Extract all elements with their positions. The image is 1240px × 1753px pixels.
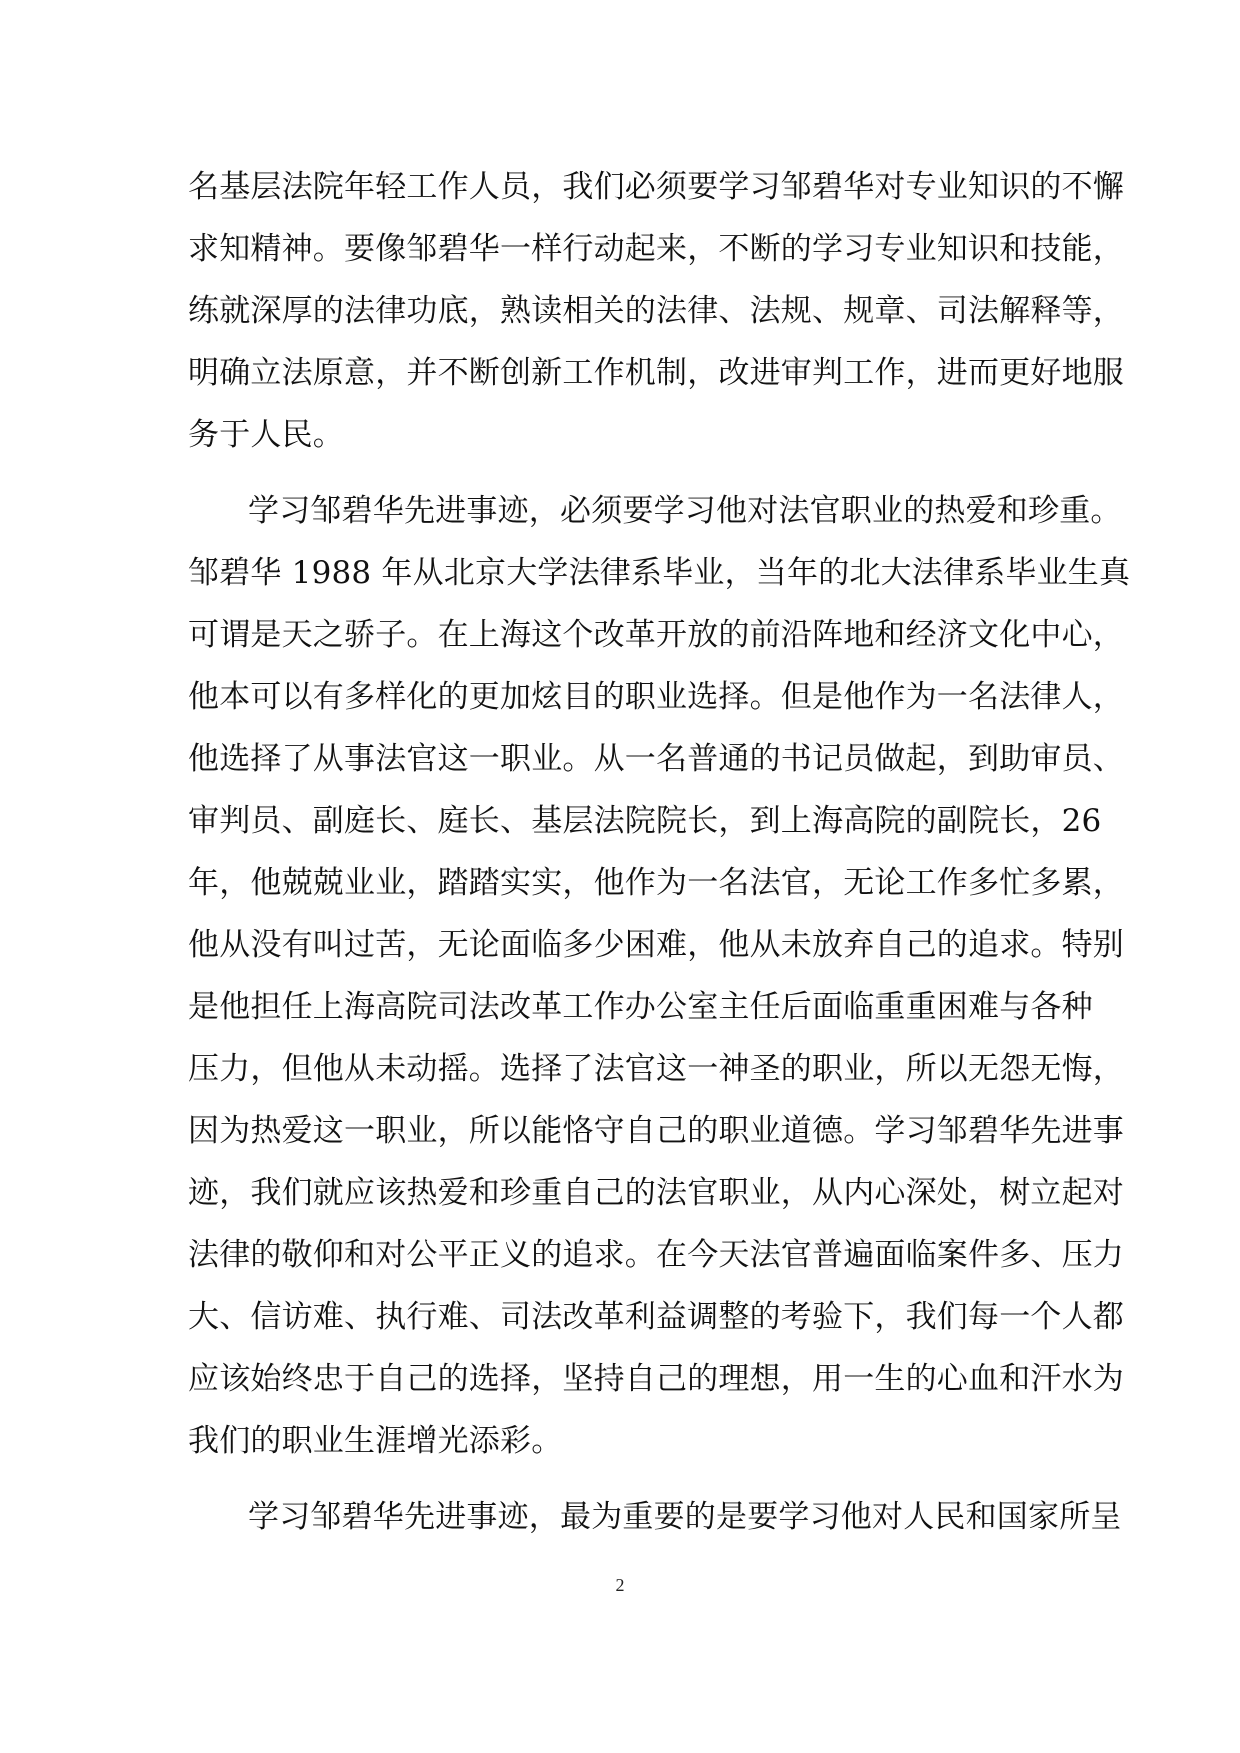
text-line: 大、信访难、执行难、司法改革利益调整的考验下，我们每一个人都 xyxy=(188,1299,1124,1335)
text-line: 压力，但他从未动摇。选择了法官这一神圣的职业，所以无怨无悔， xyxy=(188,1051,1124,1087)
text-line: 是他担任上海高院司法改革工作办公室主任后面临重重困难与各种 xyxy=(188,989,1093,1025)
text-line: 我们的职业生涯增光添彩。 xyxy=(188,1423,563,1459)
text-line: 审判员、副庭长、庭长、基层法院院长，到上海高院的副院长，26 xyxy=(188,803,1102,839)
text-line: 法律的敬仰和对公平正义的追求。在今天法官普遍面临案件多、压力 xyxy=(188,1237,1124,1273)
paragraph-first-line: 学习邹碧华先进事迹，必须要学习他对法官职业的热爱和珍重。 xyxy=(248,493,1122,529)
text-line: 名基层法院年轻工作人员，我们必须要学习邹碧华对专业知识的不懈 xyxy=(188,169,1124,205)
text-line: 练就深厚的法律功底，熟读相关的法律、法规、规章、司法解释等， xyxy=(188,293,1124,329)
page-number: 2 xyxy=(615,1575,625,1595)
text-line: 迹，我们就应该热爱和珍重自己的法官职业，从内心深处，树立起对 xyxy=(188,1175,1124,1211)
text-line: 年，他兢兢业业，踏踏实实，他作为一名法官，无论工作多忙多累， xyxy=(188,865,1124,901)
paragraph-first-line: 学习邹碧华先进事迹，最为重要的是要学习他对人民和国家所呈 xyxy=(248,1499,1122,1535)
text-line: 可谓是天之骄子。在上海这个改革开放的前沿阵地和经济文化中心， xyxy=(188,617,1124,653)
text-line: 他选择了从事法官这一职业。从一名普通的书记员做起，到助审员、 xyxy=(188,741,1124,777)
text-line: 明确立法原意，并不断创新工作机制，改进审判工作，进而更好地服 xyxy=(188,355,1124,391)
text-line: 他从没有叫过苦，无论面临多少困难，他从未放弃自己的追求。特别 xyxy=(188,927,1124,963)
text-line: 务于人民。 xyxy=(188,417,344,453)
text-line: 邹碧华 1988 年从北京大学法律系毕业，当年的北大法律系毕业生真 xyxy=(188,555,1131,591)
text-line: 应该始终忠于自己的选择，坚持自己的理想，用一生的心血和汗水为 xyxy=(188,1361,1124,1397)
text-line: 因为热爱这一职业，所以能恪守自己的职业道德。学习邹碧华先进事 xyxy=(188,1113,1124,1149)
text-line: 他本可以有多样化的更加炫目的职业选择。但是他作为一名法律人， xyxy=(188,679,1124,715)
text-line: 求知精神。要像邹碧华一样行动起来，不断的学习专业知识和技能， xyxy=(188,231,1124,267)
